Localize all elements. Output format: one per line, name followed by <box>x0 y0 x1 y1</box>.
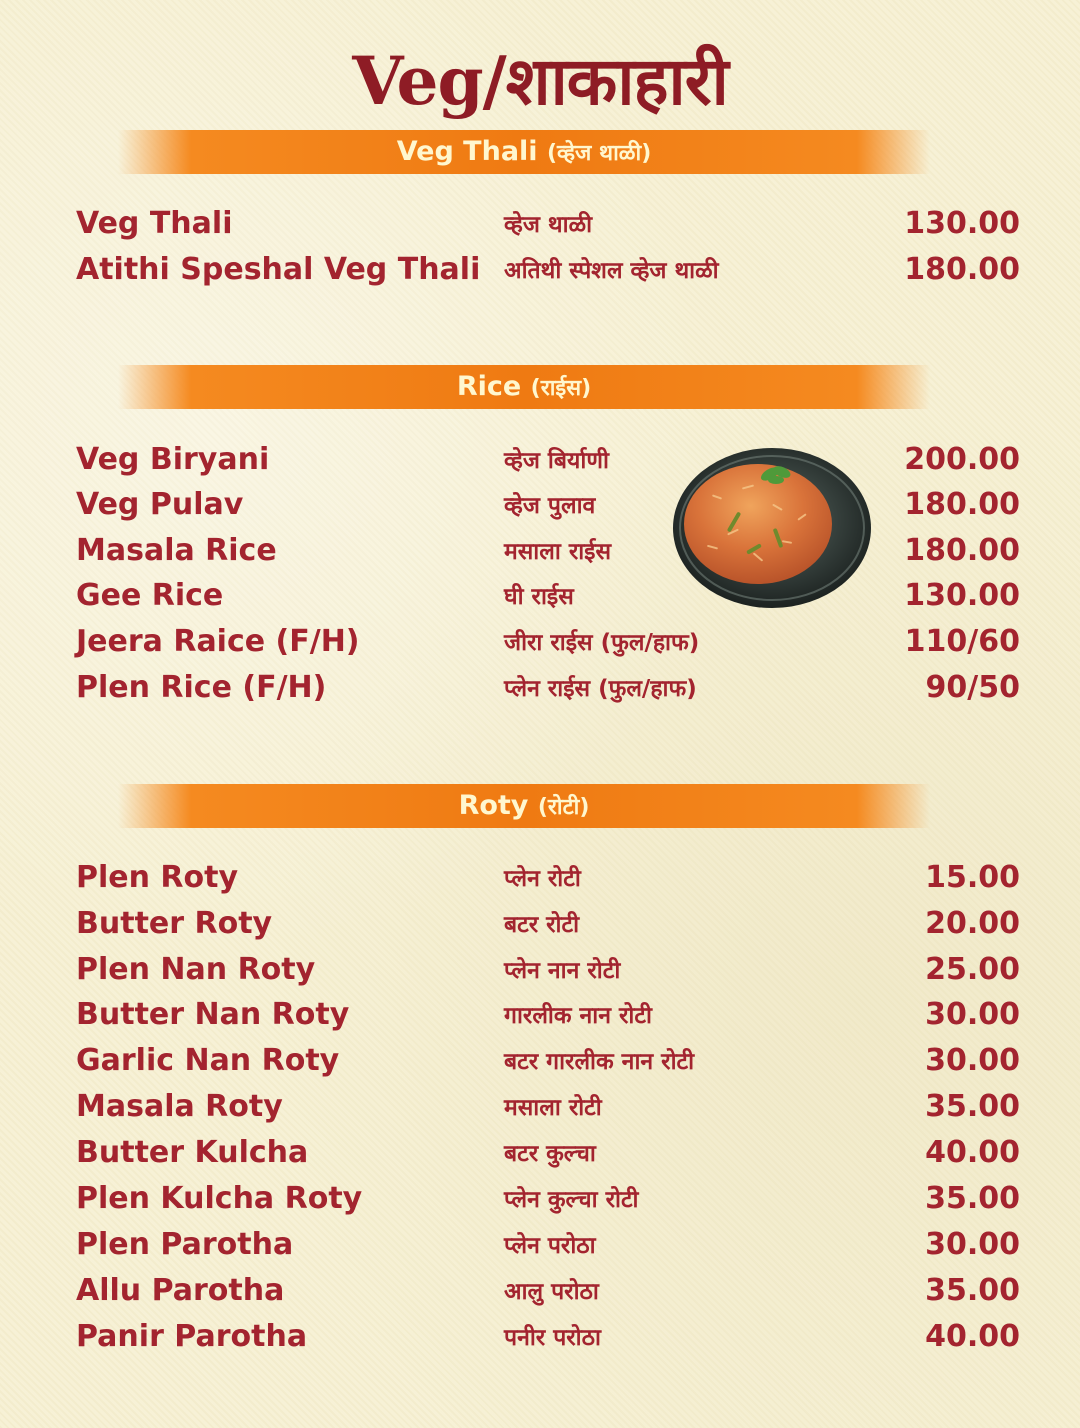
item-name-marathi: प्लेन परोठा <box>504 1233 596 1259</box>
section-title: Veg Thali <box>396 136 538 167</box>
item-name-marathi: अतिथी स्पेशल व्हेज थाळी <box>504 258 719 284</box>
menu-item <box>76 1041 1020 1081</box>
item-price: 180.00 <box>904 252 1020 287</box>
item-name: Plen Roty <box>76 860 239 895</box>
item-price: 35.00 <box>925 1181 1020 1216</box>
item-name-marathi: गारलीक नान रोटी <box>504 1003 652 1029</box>
item-name: Veg Biryani <box>76 442 270 477</box>
item-price: 40.00 <box>925 1135 1020 1170</box>
section-title-marathi: (रोटी) <box>537 795 590 820</box>
section-banner-veg-thali <box>118 130 930 174</box>
item-price: 40.00 <box>925 1319 1020 1354</box>
item-price: 180.00 <box>904 487 1020 522</box>
item-name-marathi: प्लेन नान रोटी <box>504 958 621 984</box>
menu-item <box>76 440 1020 480</box>
item-name-marathi: बटर रोटी <box>504 912 580 938</box>
section-title: Rice <box>456 371 522 402</box>
section-title-marathi: (राईस) <box>530 376 592 401</box>
item-name: Atithi Speshal Veg Thali <box>76 252 481 287</box>
item-name-marathi: प्लेन कुल्चा रोटी <box>504 1187 639 1213</box>
section-title-marathi: (व्हेज थाळी) <box>546 141 652 166</box>
menu-item <box>76 668 1020 708</box>
menu-item <box>76 1133 1020 1173</box>
item-price: 30.00 <box>925 1227 1020 1262</box>
page-title: Veg/शाकाहारी <box>352 42 728 120</box>
menu-item <box>76 485 1020 525</box>
menu-item <box>76 995 1020 1035</box>
item-name-marathi: आलु परोठा <box>504 1279 599 1305</box>
item-name-marathi: प्लेन रोटी <box>504 866 581 892</box>
item-name-marathi: बटर गारलीक नान रोटी <box>504 1049 695 1075</box>
item-name: Gee Rice <box>76 578 224 613</box>
item-price: 20.00 <box>925 906 1020 941</box>
menu-item <box>76 904 1020 944</box>
item-name: Plen Kulcha Roty <box>76 1181 363 1216</box>
item-name: Plen Rice (F/H) <box>76 670 327 705</box>
item-name: Veg Thali <box>76 206 233 241</box>
menu-item <box>76 531 1020 571</box>
item-name-marathi: प्लेन राईस (फुल/हाफ) <box>504 676 697 702</box>
biryani-photo <box>672 436 872 612</box>
menu-item <box>76 204 1020 244</box>
menu-item <box>76 1179 1020 1219</box>
item-price: 35.00 <box>925 1273 1020 1308</box>
item-name: Jeera Raice (F/H) <box>76 624 360 659</box>
item-name: Veg Pulav <box>76 487 244 522</box>
menu-item <box>76 1317 1020 1357</box>
menu-item <box>76 1087 1020 1127</box>
item-name: Allu Parotha <box>76 1273 285 1308</box>
menu-item <box>76 950 1020 990</box>
item-name-marathi: व्हेज पुलाव <box>504 493 596 519</box>
item-price: 110/60 <box>904 624 1020 659</box>
section-title: Roty <box>458 790 529 821</box>
item-name-marathi: बटर कुल्चा <box>504 1141 596 1167</box>
item-name: Butter Roty <box>76 906 273 941</box>
item-price: 15.00 <box>925 860 1020 895</box>
item-price: 200.00 <box>904 442 1020 477</box>
item-price: 30.00 <box>925 1043 1020 1078</box>
item-name-marathi: मसाला राईस <box>504 539 612 565</box>
item-name: Masala Rice <box>76 533 277 568</box>
item-name-marathi: व्हेज बिर्याणी <box>504 448 609 474</box>
item-price: 25.00 <box>925 952 1020 987</box>
item-name: Masala Roty <box>76 1089 283 1124</box>
menu-item <box>76 622 1020 662</box>
menu-item <box>76 1271 1020 1311</box>
section-banner-rice <box>118 365 930 409</box>
menu-item <box>76 250 1020 290</box>
item-price: 130.00 <box>904 206 1020 241</box>
item-name-marathi: घी राईस <box>504 584 574 610</box>
menu-item <box>76 858 1020 898</box>
item-price: 35.00 <box>925 1089 1020 1124</box>
item-name-marathi: पनीर परोठा <box>504 1325 601 1351</box>
item-name: Butter Kulcha <box>76 1135 309 1170</box>
section-banner-roty <box>118 784 930 828</box>
item-price: 30.00 <box>925 997 1020 1032</box>
menu-item <box>76 1225 1020 1265</box>
item-name-marathi: मसाला रोटी <box>504 1095 602 1121</box>
menu-item <box>76 576 1020 616</box>
item-name: Butter Nan Roty <box>76 997 350 1032</box>
item-name: Plen Nan Roty <box>76 952 316 987</box>
item-price: 90/50 <box>925 670 1020 705</box>
item-price: 180.00 <box>904 533 1020 568</box>
item-name: Plen Parotha <box>76 1227 294 1262</box>
item-name-marathi: व्हेज थाळी <box>504 212 593 238</box>
item-name: Garlic Nan Roty <box>76 1043 340 1078</box>
item-price: 130.00 <box>904 578 1020 613</box>
item-name-marathi: जीरा राईस (फुल/हाफ) <box>504 630 700 656</box>
item-name: Panir Parotha <box>76 1319 308 1354</box>
